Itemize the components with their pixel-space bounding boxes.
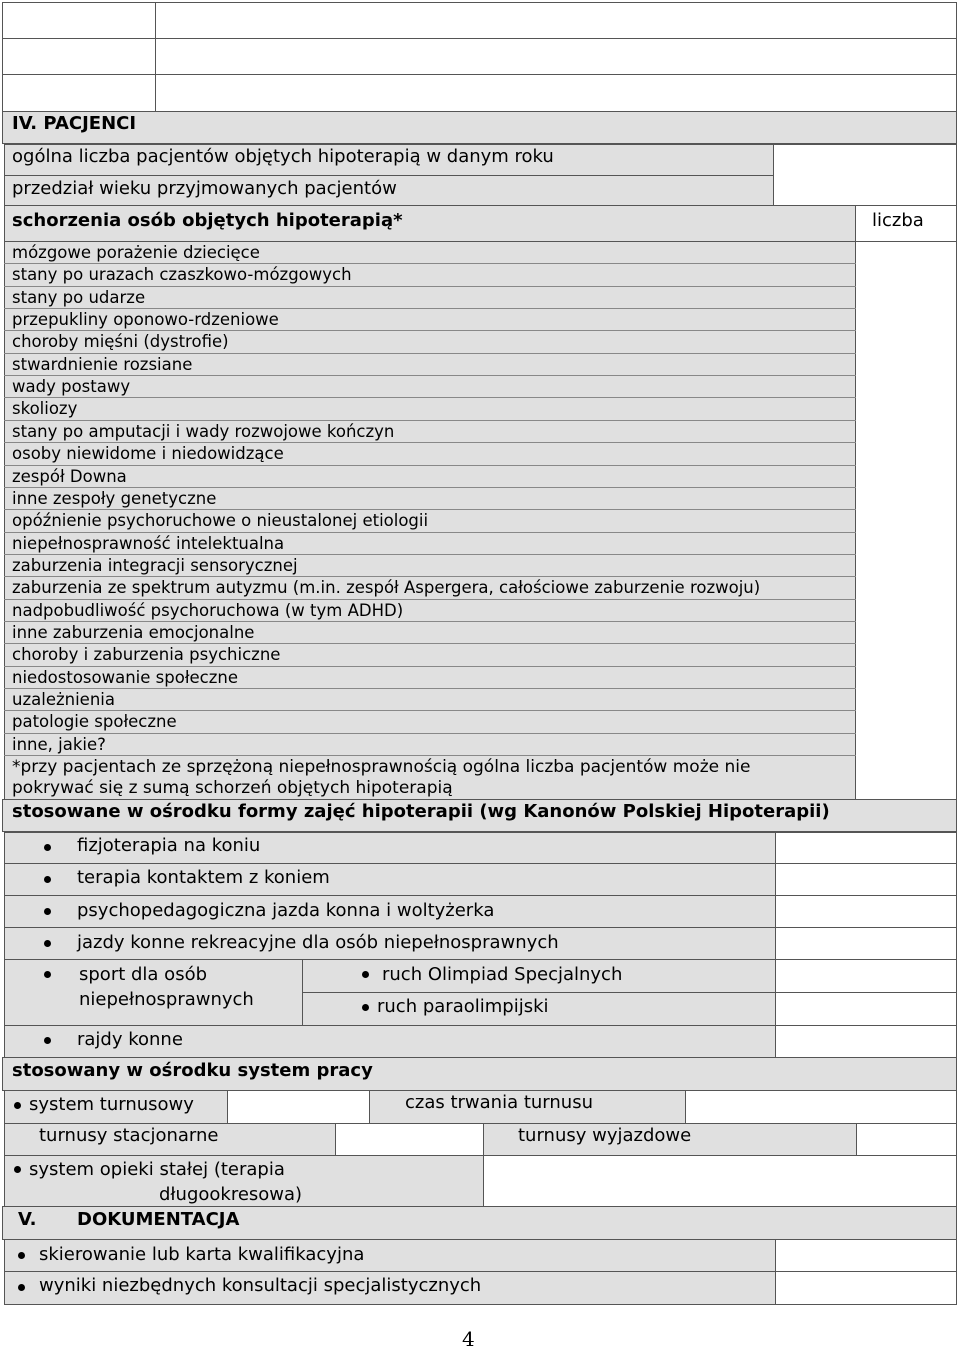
permanent-care-line-2: długookresowa)	[159, 1184, 303, 1205]
form-item-label-3: psychopedagogiczna jazda konna i woltyżerka	[77, 900, 495, 921]
form-item-label-4: jazdy konne rekreacyjne dla osób niepełnosprawnych	[77, 932, 559, 953]
form-item-value-3[interactable]	[775, 895, 957, 928]
row-divider	[4, 554, 856, 555]
sport-label-line-2: niepełnosprawnych	[79, 989, 254, 1010]
section-v-number: V.	[18, 1209, 37, 1230]
condition-label: mózgowe porażenie dziecięce	[12, 243, 260, 262]
condition-label: niedostosowanie społeczne	[12, 667, 239, 687]
away-value[interactable]	[856, 1123, 957, 1156]
row-divider	[4, 330, 856, 331]
bullet-icon	[44, 1037, 51, 1044]
count-header: liczba	[872, 210, 924, 231]
condition-label: choroby i zaburzenia psychiczne	[12, 645, 281, 665]
section-v-heading: DOKUMENTACJA	[77, 1209, 240, 1230]
stationary-value[interactable]	[335, 1123, 484, 1156]
top-label-cell-1	[2, 2, 157, 39]
away-label: turnusy wyjazdowe	[518, 1125, 692, 1146]
forms-heading: stosowane w ośrodku formy zajęć hipoterapii (wg Kanonów Polskiej Hipoterapii)	[12, 801, 830, 822]
sport-option-value-1[interactable]	[775, 959, 957, 993]
conditions-count-column[interactable]	[855, 241, 957, 800]
bullet-icon	[18, 1284, 25, 1291]
top-value-cell-2[interactable]	[155, 38, 957, 75]
condition-label: inne zaburzenia emocjonalne	[12, 622, 255, 642]
doc-item-value-1[interactable]	[775, 1239, 957, 1272]
row-divider	[4, 286, 856, 287]
row-divider	[4, 710, 856, 711]
row-divider	[4, 599, 856, 600]
form-item-value-4[interactable]	[775, 927, 957, 960]
condition-label: opóźnienie psychoruchowe o nieustalonej etiologii	[12, 511, 429, 531]
row-divider	[4, 532, 856, 533]
condition-label: uzależnienia	[12, 690, 115, 709]
bullet-icon	[14, 1102, 21, 1109]
form-item-value-1[interactable]	[775, 832, 957, 864]
row-divider	[4, 509, 856, 510]
sport-option-label-1: ruch Olimpiad Specjalnych	[382, 964, 623, 985]
permanent-care-line-1: system opieki stałej (terapia	[29, 1159, 285, 1180]
form-item-label-2: terapia kontaktem z koniem	[77, 867, 330, 888]
bullet-icon	[18, 1252, 25, 1259]
bullet-icon	[362, 971, 369, 978]
page-number: 4	[462, 1327, 475, 1351]
footnote-line-1: *przy pacjentach ze sprzężoną niepełnosprawnością ogólna liczba pacjentów może nie	[12, 757, 751, 777]
condition-label: nadpobudliwość psychoruchowa (w tym ADHD)	[12, 600, 404, 620]
section-iv-heading-row	[2, 111, 957, 144]
sport-option-value-2[interactable]	[775, 992, 957, 1026]
condition-label: niepełnosprawność intelektualna	[12, 533, 285, 553]
work-system-heading: stosowany w ośrodku system pracy	[12, 1060, 373, 1081]
condition-label: stany po amputacji i wady rozwojowe kończyn	[12, 421, 395, 441]
row-divider	[4, 621, 856, 622]
condition-label: zaburzenia ze spektrum autyzmu (m.in. zespół Aspergera, całościowe zaburzenie rozwoju)	[12, 578, 761, 598]
condition-label: zaburzenia integracji sensorycznej	[12, 555, 298, 575]
row-divider	[4, 353, 856, 354]
row-divider	[4, 465, 856, 466]
condition-label: wady postawy	[12, 377, 131, 397]
row-divider	[4, 643, 856, 644]
condition-label: inne zespoły genetyczne	[12, 488, 217, 508]
form-item-value-2[interactable]	[775, 863, 957, 896]
total-patients-label: ogólna liczba pacjentów objętych hipoterapią w danym roku	[12, 146, 554, 167]
row-divider	[4, 733, 856, 734]
sport-label-line-1: sport dla osób	[79, 964, 208, 985]
turnus-label: system turnusowy	[29, 1094, 194, 1115]
conditions-heading: schorzenia osób objętych hipoterapią*	[12, 210, 403, 231]
footnote-line-2: pokrywać się z sumą schorzeń objętych hipoterapią	[12, 778, 453, 798]
row-divider	[4, 308, 856, 309]
row-divider	[4, 397, 856, 398]
rides-value[interactable]	[775, 1025, 957, 1058]
bullet-icon	[44, 971, 51, 978]
row-divider	[4, 442, 856, 443]
top-value-cell-1[interactable]	[155, 2, 957, 39]
doc-item-label-2: wyniki niezbędnych konsultacji specjalistycznych	[39, 1275, 482, 1296]
bullet-icon	[44, 876, 51, 883]
condition-label: inne, jakie?	[12, 734, 106, 754]
row-divider	[4, 487, 856, 488]
duration-value[interactable]	[685, 1090, 957, 1124]
age-range-label: przedział wieku przyjmowanych pacjentów	[12, 178, 397, 199]
row-divider	[4, 666, 856, 667]
row-divider	[4, 576, 856, 577]
condition-label: stwardnienie rozsiane	[12, 354, 193, 374]
bullet-icon	[44, 940, 51, 947]
bullet-icon	[14, 1166, 21, 1173]
condition-label: przepukliny oponowo-rdzeniowe	[12, 310, 279, 330]
row-divider	[4, 420, 856, 421]
doc-item-label-1: skierowanie lub karta kwalifikacyjna	[39, 1244, 365, 1265]
condition-label: patologie społeczne	[12, 712, 177, 732]
row-divider	[4, 263, 856, 264]
top-label-cell-2	[2, 38, 157, 75]
condition-label: stany po urazach czaszkowo-mózgowych	[12, 265, 352, 285]
row-divider	[4, 375, 856, 376]
condition-label: skoliozy	[12, 399, 78, 419]
bullet-icon	[44, 844, 51, 851]
condition-label: choroby mięśni (dystrofie)	[12, 332, 229, 352]
row-divider	[4, 688, 856, 689]
bullet-icon	[44, 908, 51, 915]
bullet-icon	[362, 1004, 369, 1011]
section-iv-heading: IV. PACJENCI	[12, 113, 137, 134]
condition-label: osoby niewidome i niedowidzące	[12, 444, 284, 464]
condition-label: stany po udarze	[12, 287, 146, 307]
row-divider	[4, 755, 856, 756]
sport-option-label-2: ruch paraolimpijski	[377, 996, 549, 1017]
condition-label: zespół Downa	[12, 466, 127, 486]
total-age-value-cell[interactable]	[773, 144, 957, 206]
doc-item-value-2[interactable]	[775, 1271, 957, 1305]
duration-label: czas trwania turnusu	[405, 1092, 593, 1113]
form-item-label-1: fizjoterapia na koniu	[77, 835, 261, 856]
top-label-cell-3	[2, 74, 157, 112]
stationary-label: turnusy stacjonarne	[39, 1125, 219, 1146]
top-value-cell-3[interactable]	[155, 74, 957, 112]
permanent-care-value[interactable]	[483, 1155, 957, 1207]
turnus-value[interactable]	[227, 1090, 370, 1124]
rides-label: rajdy konne	[77, 1029, 183, 1050]
